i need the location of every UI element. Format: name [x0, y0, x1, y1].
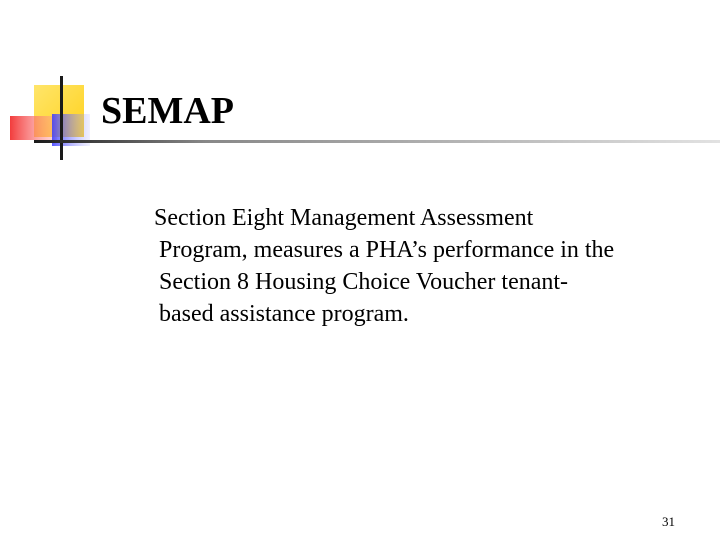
body-line: Section Eight Management Assessment: [154, 205, 534, 231]
vertical-rule: [60, 76, 63, 160]
slide-title: SEMAP: [101, 90, 234, 132]
body-line: Section 8 Housing Choice Voucher tenant-: [159, 269, 569, 295]
body-line: based assistance program.: [159, 301, 409, 327]
body-line: Program, measures a PHA’s performance in the: [159, 237, 615, 263]
red-bar: [10, 116, 57, 140]
horizontal-rule: [34, 140, 720, 143]
body-paragraph: [150, 202, 710, 330]
page-number: 31: [662, 514, 675, 529]
